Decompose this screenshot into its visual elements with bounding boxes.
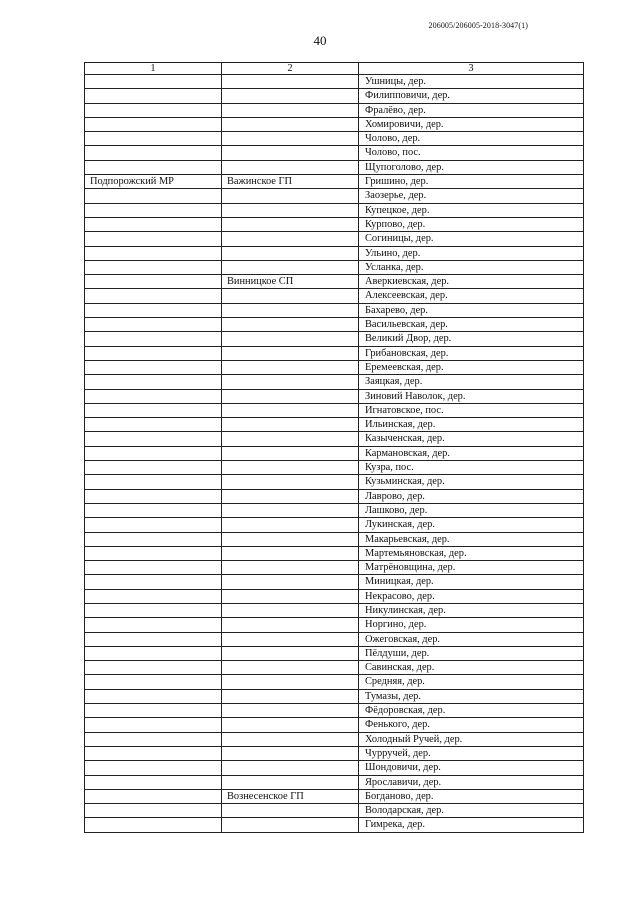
- municipality-cell: [222, 260, 359, 274]
- district-cell: [85, 403, 222, 417]
- table-row: [85, 375, 584, 389]
- municipality-cell: [222, 217, 359, 231]
- table-row: [85, 389, 584, 403]
- table-row: [85, 589, 584, 603]
- municipality-cell: [222, 403, 359, 417]
- table-row: [85, 618, 584, 632]
- district-cell: [85, 189, 222, 203]
- table-row: [85, 132, 584, 146]
- district-cell: [85, 718, 222, 732]
- table-row: [85, 732, 584, 746]
- table-row: [85, 303, 584, 317]
- district-cell: [85, 446, 222, 460]
- district-cell: [85, 117, 222, 131]
- district-cell: [85, 103, 222, 117]
- municipality-cell: [222, 661, 359, 675]
- table-row: [85, 289, 584, 303]
- table-row: [85, 260, 584, 274]
- table-row: [85, 489, 584, 503]
- district-cell: [85, 418, 222, 432]
- table-row: [85, 332, 584, 346]
- district-cell: [85, 518, 222, 532]
- settlement-cell: Ильинская, дер.: [359, 418, 584, 432]
- table-row: [85, 718, 584, 732]
- district-cell: [85, 689, 222, 703]
- municipality-cell: [222, 89, 359, 103]
- column-header-2: 2: [222, 63, 359, 75]
- table-row: [85, 360, 584, 374]
- settlement-cell: Курпово, дер.: [359, 217, 584, 231]
- municipality-cell: [222, 646, 359, 660]
- settlement-cell: Ульино, дер.: [359, 246, 584, 260]
- settlement-cell: Васильевская, дер.: [359, 318, 584, 332]
- settlement-cell: Кузра, пос.: [359, 461, 584, 475]
- settlement-cell: Чолово, дер.: [359, 132, 584, 146]
- district-cell: [85, 461, 222, 475]
- settlement-cell: Фёдоровская, дер.: [359, 704, 584, 718]
- municipality-cell: [222, 675, 359, 689]
- table-row: [85, 146, 584, 160]
- municipality-cell: [222, 746, 359, 760]
- table-row: [85, 661, 584, 675]
- district-cell: [85, 618, 222, 632]
- district-cell: [85, 489, 222, 503]
- district-cell: [85, 332, 222, 346]
- municipality-cell: [222, 246, 359, 260]
- table-row: [85, 603, 584, 617]
- district-cell: [85, 804, 222, 818]
- settlement-cell: Грибановская, дер.: [359, 346, 584, 360]
- table-row: [85, 432, 584, 446]
- district-cell: [85, 503, 222, 517]
- municipality-cell: Важинское ГП: [222, 175, 359, 189]
- settlement-cell: Щупоголово, дер.: [359, 160, 584, 174]
- settlement-cell: Великий Двор, дер.: [359, 332, 584, 346]
- table-body: [85, 75, 584, 833]
- municipality-cell: [222, 289, 359, 303]
- district-cell: [85, 761, 222, 775]
- table-row: [85, 403, 584, 417]
- table-row: [85, 318, 584, 332]
- table-row: [85, 675, 584, 689]
- district-cell: [85, 589, 222, 603]
- table-row: [85, 746, 584, 760]
- district-cell: [85, 746, 222, 760]
- settlement-cell: Тумазы, дер.: [359, 689, 584, 703]
- district-cell: [85, 303, 222, 317]
- table-row: [85, 89, 584, 103]
- settlement-cell: Кузьминская, дер.: [359, 475, 584, 489]
- table-row: [85, 175, 584, 189]
- table-row: [85, 189, 584, 203]
- district-cell: [85, 318, 222, 332]
- municipality-cell: [222, 160, 359, 174]
- district-cell: [85, 146, 222, 160]
- district-cell: [85, 246, 222, 260]
- settlement-cell: Хомировичи, дер.: [359, 117, 584, 131]
- municipality-cell: [222, 632, 359, 646]
- table-row: [85, 789, 584, 803]
- table-row: [85, 689, 584, 703]
- table-header-row: [85, 63, 584, 75]
- column-header-1: 1: [85, 63, 222, 75]
- municipality-cell: [222, 432, 359, 446]
- municipality-cell: [222, 375, 359, 389]
- district-cell: Подпорожский МР: [85, 175, 222, 189]
- table-row: [85, 761, 584, 775]
- municipality-cell: [222, 346, 359, 360]
- settlement-cell: Шондовичи, дер.: [359, 761, 584, 775]
- municipality-cell: [222, 446, 359, 460]
- table-row: [85, 246, 584, 260]
- table-row: [85, 475, 584, 489]
- district-cell: [85, 89, 222, 103]
- municipality-cell: Винницкое СП: [222, 275, 359, 289]
- settlement-cell: Зиновий Наволок, дер.: [359, 389, 584, 403]
- table-row: [85, 518, 584, 532]
- table-row: [85, 160, 584, 174]
- settlement-cell: Игнатовское, пос.: [359, 403, 584, 417]
- municipality-cell: [222, 689, 359, 703]
- table-row: [85, 418, 584, 432]
- settlement-cell: Кармановская, дер.: [359, 446, 584, 460]
- table-row: [85, 217, 584, 231]
- municipality-cell: [222, 718, 359, 732]
- municipality-cell: [222, 232, 359, 246]
- municipality-cell: [222, 489, 359, 503]
- table-row: [85, 561, 584, 575]
- district-cell: [85, 275, 222, 289]
- municipality-cell: [222, 775, 359, 789]
- settlement-cell: Заяцкая, дер.: [359, 375, 584, 389]
- municipality-cell: [222, 546, 359, 560]
- settlement-cell: Богданово, дер.: [359, 789, 584, 803]
- settlement-cell: Лаврово, дер.: [359, 489, 584, 503]
- table-row: [85, 704, 584, 718]
- settlement-cell: Ожеговская, дер.: [359, 632, 584, 646]
- district-cell: [85, 575, 222, 589]
- municipality-cell: [222, 503, 359, 517]
- settlement-cell: Норгино, дер.: [359, 618, 584, 632]
- settlement-cell: Казыченская, дер.: [359, 432, 584, 446]
- municipality-cell: [222, 704, 359, 718]
- district-cell: [85, 75, 222, 89]
- settlement-cell: Гришино, дер.: [359, 175, 584, 189]
- municipality-cell: [222, 561, 359, 575]
- district-cell: [85, 546, 222, 560]
- municipality-cell: [222, 818, 359, 832]
- district-cell: [85, 346, 222, 360]
- settlement-cell: Макарьевская, дер.: [359, 532, 584, 546]
- settlement-cell: Еремеевская, дер.: [359, 360, 584, 374]
- municipality-cell: [222, 318, 359, 332]
- district-cell: [85, 775, 222, 789]
- table-row: [85, 346, 584, 360]
- municipality-cell: [222, 203, 359, 217]
- municipality-cell: [222, 532, 359, 546]
- table-row: [85, 461, 584, 475]
- settlement-cell: Средняя, дер.: [359, 675, 584, 689]
- table-row: [85, 503, 584, 517]
- district-cell: [85, 217, 222, 231]
- district-cell: [85, 375, 222, 389]
- municipality-cell: [222, 418, 359, 432]
- municipality-cell: [222, 146, 359, 160]
- table-row: [85, 75, 584, 89]
- municipality-cell: [222, 389, 359, 403]
- settlement-cell: Холодный Ручей, дер.: [359, 732, 584, 746]
- settlement-cell: Чурручей, дер.: [359, 746, 584, 760]
- district-cell: [85, 389, 222, 403]
- table-row: [85, 232, 584, 246]
- table-row: [85, 775, 584, 789]
- settlement-cell: Согиницы, дер.: [359, 232, 584, 246]
- settlement-cell: Савинская, дер.: [359, 661, 584, 675]
- district-cell: [85, 661, 222, 675]
- settlement-cell: Заозерье, дер.: [359, 189, 584, 203]
- district-cell: [85, 646, 222, 660]
- district-cell: [85, 532, 222, 546]
- settlement-cell: Ушницы, дер.: [359, 75, 584, 89]
- municipality-cell: [222, 132, 359, 146]
- table-row: [85, 546, 584, 560]
- district-cell: [85, 360, 222, 374]
- settlement-cell: Пёлдуши, дер.: [359, 646, 584, 660]
- district-cell: [85, 475, 222, 489]
- settlement-cell: Усланка, дер.: [359, 260, 584, 274]
- district-cell: [85, 789, 222, 803]
- table-row: [85, 646, 584, 660]
- municipality-cell: [222, 589, 359, 603]
- settlement-cell: Чолово, пос.: [359, 146, 584, 160]
- settlement-cell: Аверкиевская, дер.: [359, 275, 584, 289]
- settlement-cell: Купецкое, дер.: [359, 203, 584, 217]
- district-cell: [85, 632, 222, 646]
- table-row: [85, 103, 584, 117]
- table-row: [85, 203, 584, 217]
- municipality-cell: [222, 117, 359, 131]
- document-id: 206005/206005-2018-3047(1): [428, 21, 528, 30]
- settlement-cell: Фенького, дер.: [359, 718, 584, 732]
- municipality-cell: [222, 518, 359, 532]
- settlement-cell: Ярославичи, дер.: [359, 775, 584, 789]
- district-cell: [85, 732, 222, 746]
- table-row: [85, 818, 584, 832]
- municipality-cell: [222, 618, 359, 632]
- table-row: [85, 275, 584, 289]
- municipality-cell: Вознесенское ГП: [222, 789, 359, 803]
- district-cell: [85, 203, 222, 217]
- table-row: [85, 117, 584, 131]
- column-header-3: 3: [359, 63, 584, 75]
- settlement-cell: Лукинская, дер.: [359, 518, 584, 532]
- table-row: [85, 532, 584, 546]
- settlements-table: [84, 62, 584, 833]
- municipality-cell: [222, 303, 359, 317]
- table-row: [85, 575, 584, 589]
- table-row: [85, 804, 584, 818]
- table-row: [85, 446, 584, 460]
- settlement-cell: Лашково, дер.: [359, 503, 584, 517]
- settlement-cell: Матрёновщина, дер.: [359, 561, 584, 575]
- municipality-cell: [222, 575, 359, 589]
- municipality-cell: [222, 332, 359, 346]
- district-cell: [85, 704, 222, 718]
- district-cell: [85, 818, 222, 832]
- district-cell: [85, 160, 222, 174]
- district-cell: [85, 603, 222, 617]
- settlement-cell: Филипповичи, дер.: [359, 89, 584, 103]
- district-cell: [85, 561, 222, 575]
- settlement-cell: Мартемьяновская, дер.: [359, 546, 584, 560]
- table-row: [85, 632, 584, 646]
- municipality-cell: [222, 75, 359, 89]
- district-cell: [85, 260, 222, 274]
- district-cell: [85, 132, 222, 146]
- settlement-cell: Бахарево, дер.: [359, 303, 584, 317]
- municipality-cell: [222, 360, 359, 374]
- page-number: 40: [313, 33, 327, 48]
- municipality-cell: [222, 103, 359, 117]
- municipality-cell: [222, 475, 359, 489]
- settlement-cell: Алексеевская, дер.: [359, 289, 584, 303]
- municipality-cell: [222, 804, 359, 818]
- district-cell: [85, 432, 222, 446]
- district-cell: [85, 232, 222, 246]
- settlement-cell: Гимрека, дер.: [359, 818, 584, 832]
- municipality-cell: [222, 732, 359, 746]
- municipality-cell: [222, 603, 359, 617]
- settlement-cell: Никулинская, дер.: [359, 603, 584, 617]
- settlement-cell: Миницкая, дер.: [359, 575, 584, 589]
- district-cell: [85, 289, 222, 303]
- municipality-cell: [222, 461, 359, 475]
- settlement-cell: Фралёво, дер.: [359, 103, 584, 117]
- district-cell: [85, 675, 222, 689]
- municipality-cell: [222, 761, 359, 775]
- municipality-cell: [222, 189, 359, 203]
- settlement-cell: Некрасово, дер.: [359, 589, 584, 603]
- settlement-cell: Володарская, дер.: [359, 804, 584, 818]
